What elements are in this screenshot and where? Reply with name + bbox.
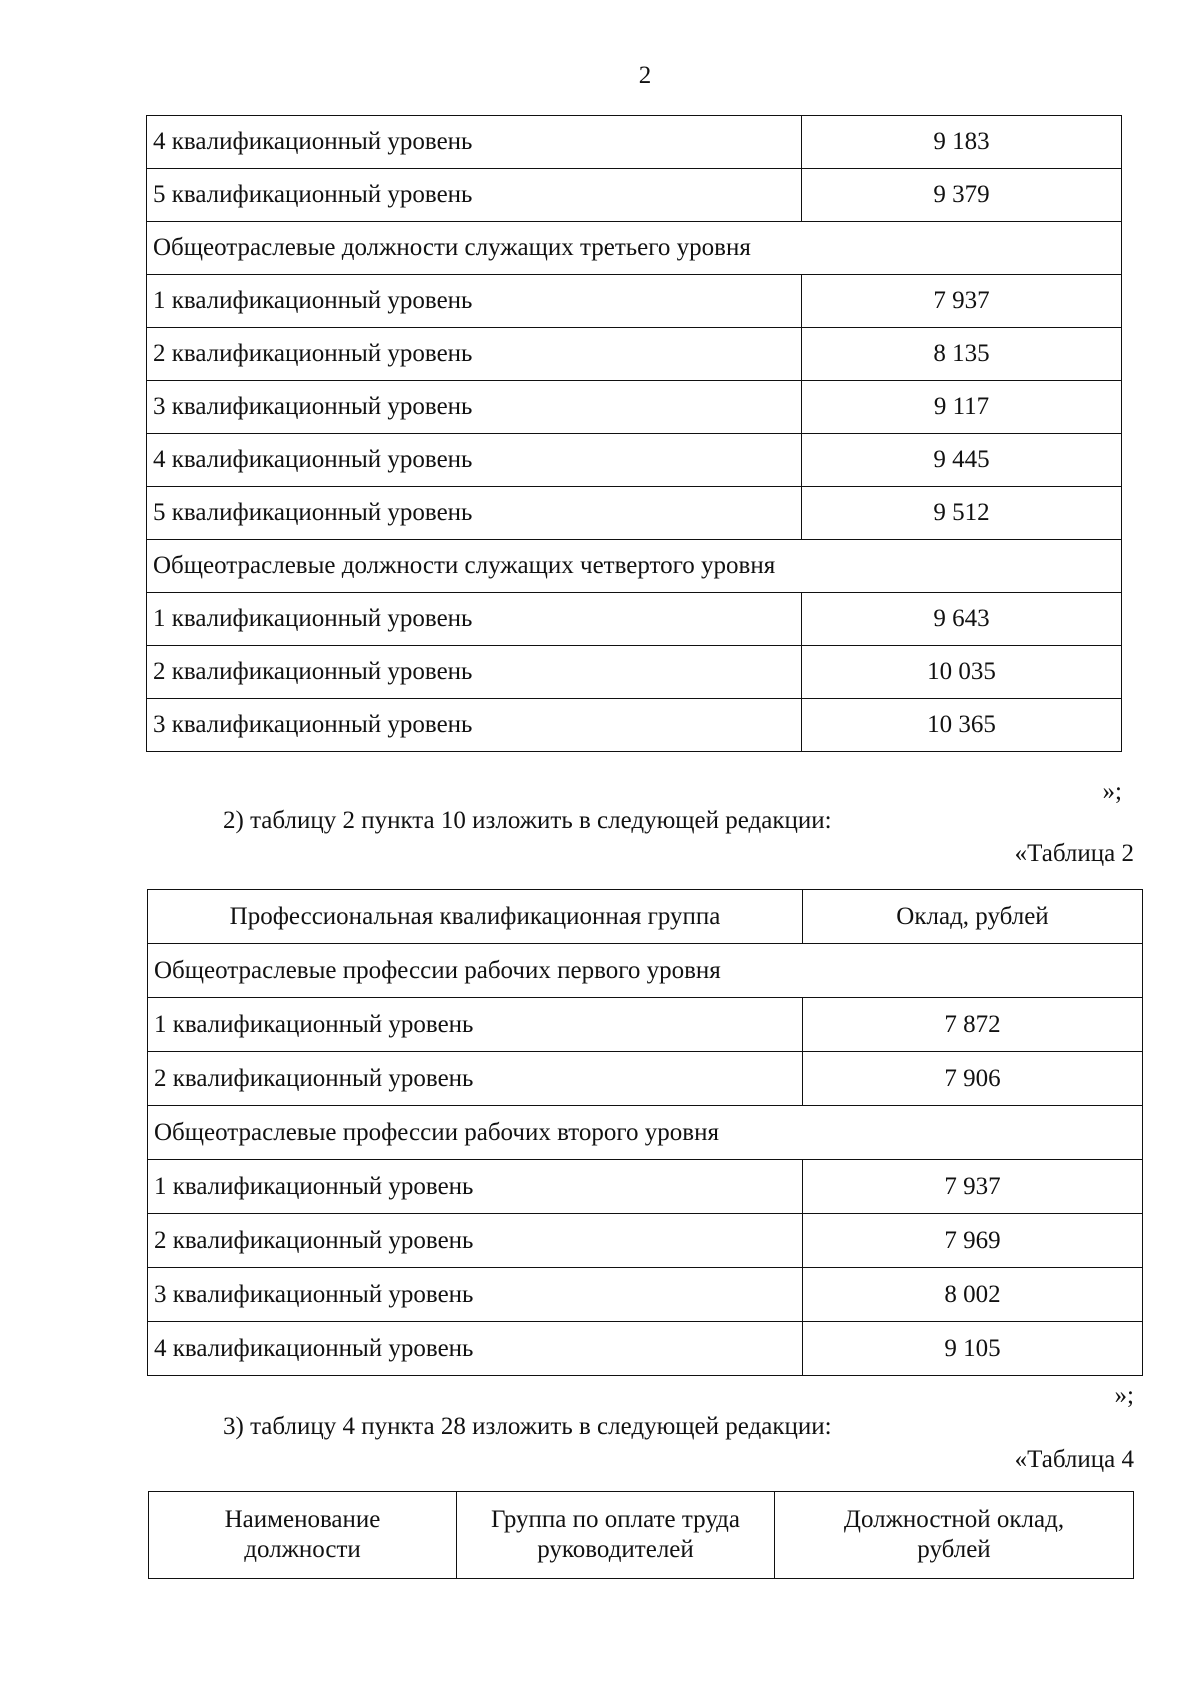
header-line: руководителей xyxy=(537,1536,694,1563)
level-label: 1 квалификационный уровень xyxy=(147,275,802,328)
level-label: 1 квалификационный уровень xyxy=(148,1160,803,1214)
salary-value: 9 445 xyxy=(802,434,1122,487)
salary-value: 10 035 xyxy=(802,646,1122,699)
header-group: Профессиональная квалификационная группа xyxy=(148,890,803,944)
table-4-caption: «Таблица 4 xyxy=(1014,1446,1134,1473)
group-label: Общеотраслевые должности служащих четвертого уровня xyxy=(147,540,1122,593)
salary-value: 9 643 xyxy=(802,593,1122,646)
header-official-salary xyxy=(775,1492,1134,1579)
table-row xyxy=(147,646,1122,699)
salary-table-continuation xyxy=(146,115,1122,752)
level-label: 2 квалификационный уровень xyxy=(147,646,802,699)
header-line: Должностной оклад, xyxy=(843,1506,1065,1533)
level-label: 5 квалификационный уровень xyxy=(147,169,802,222)
level-label: 3 квалификационный уровень xyxy=(147,699,802,752)
instruction-table-2: 2) таблицу 2 пункта 10 изложить в следующей редакции: xyxy=(223,807,832,834)
salary-value: 9 379 xyxy=(802,169,1122,222)
level-label: 5 квалификационный уровень xyxy=(147,487,802,540)
table-row xyxy=(147,381,1122,434)
table-row xyxy=(148,1268,1143,1322)
level-label: 4 квалификационный уровень xyxy=(147,116,802,169)
salary-value: 9 117 xyxy=(802,381,1122,434)
table-row xyxy=(148,1214,1143,1268)
table-row xyxy=(148,1160,1143,1214)
header-position xyxy=(149,1492,457,1579)
header-line: Наименование xyxy=(224,1506,381,1533)
table-row xyxy=(148,1322,1143,1376)
header-line: должности xyxy=(244,1536,361,1563)
group-label: Общеотраслевые профессии рабочих первого уровня xyxy=(148,944,1143,998)
group-row xyxy=(148,944,1143,998)
salary-value: 9 183 xyxy=(802,116,1122,169)
table-row xyxy=(147,116,1122,169)
group-row xyxy=(147,222,1122,275)
level-label: 3 квалификационный уровень xyxy=(147,381,802,434)
instruction-table-4: 3) таблицу 4 пункта 28 изложить в следующей редакции: xyxy=(223,1413,832,1440)
salary-value: 7 937 xyxy=(802,275,1122,328)
salary-value: 10 365 xyxy=(802,699,1122,752)
table-row xyxy=(147,169,1122,222)
level-label: 2 квалификационный уровень xyxy=(148,1214,803,1268)
table-row xyxy=(147,593,1122,646)
group-label: Общеотраслевые должности служащих третьего уровня xyxy=(147,222,1122,275)
quote-close-mark: »; xyxy=(1102,778,1122,805)
table-header-row xyxy=(149,1492,1134,1579)
level-label: 1 квалификационный уровень xyxy=(147,593,802,646)
table-row xyxy=(147,328,1122,381)
header-salary: Оклад, рублей xyxy=(803,890,1143,944)
page-number: 2 xyxy=(638,62,652,89)
table-row xyxy=(147,699,1122,752)
salary-value: 7 937 xyxy=(803,1160,1143,1214)
group-row xyxy=(148,1106,1143,1160)
salary-value: 8 135 xyxy=(802,328,1122,381)
level-label: 2 квалификационный уровень xyxy=(148,1052,803,1106)
table-row xyxy=(147,487,1122,540)
table1-body xyxy=(147,116,1122,752)
level-label: 2 квалификационный уровень xyxy=(147,328,802,381)
level-label: 3 квалификационный уровень xyxy=(148,1268,803,1322)
level-label: 4 квалификационный уровень xyxy=(148,1322,803,1376)
table-row xyxy=(147,434,1122,487)
table-row xyxy=(148,1052,1143,1106)
table-header-row xyxy=(148,890,1143,944)
salary-value: 8 002 xyxy=(803,1268,1143,1322)
salary-value: 7 969 xyxy=(803,1214,1143,1268)
header-line: Группа по оплате труда xyxy=(491,1506,740,1533)
quote-close-mark: »; xyxy=(1114,1382,1134,1409)
salary-value: 7 872 xyxy=(803,998,1143,1052)
level-label: 1 квалификационный уровень xyxy=(148,998,803,1052)
header-pay-group xyxy=(457,1492,775,1579)
group-label: Общеотраслевые профессии рабочих второго уровня xyxy=(148,1106,1143,1160)
salary-table-2 xyxy=(147,889,1143,1376)
group-row xyxy=(147,540,1122,593)
table-2-caption: «Таблица 2 xyxy=(1014,840,1134,867)
level-label: 4 квалификационный уровень xyxy=(147,434,802,487)
salary-value: 9 512 xyxy=(802,487,1122,540)
salary-value: 7 906 xyxy=(803,1052,1143,1106)
salary-value: 9 105 xyxy=(803,1322,1143,1376)
table-row xyxy=(147,275,1122,328)
table-row xyxy=(148,998,1143,1052)
header-line: рублей xyxy=(917,1536,991,1563)
table2-body xyxy=(148,944,1143,1376)
salary-table-4 xyxy=(148,1491,1134,1579)
